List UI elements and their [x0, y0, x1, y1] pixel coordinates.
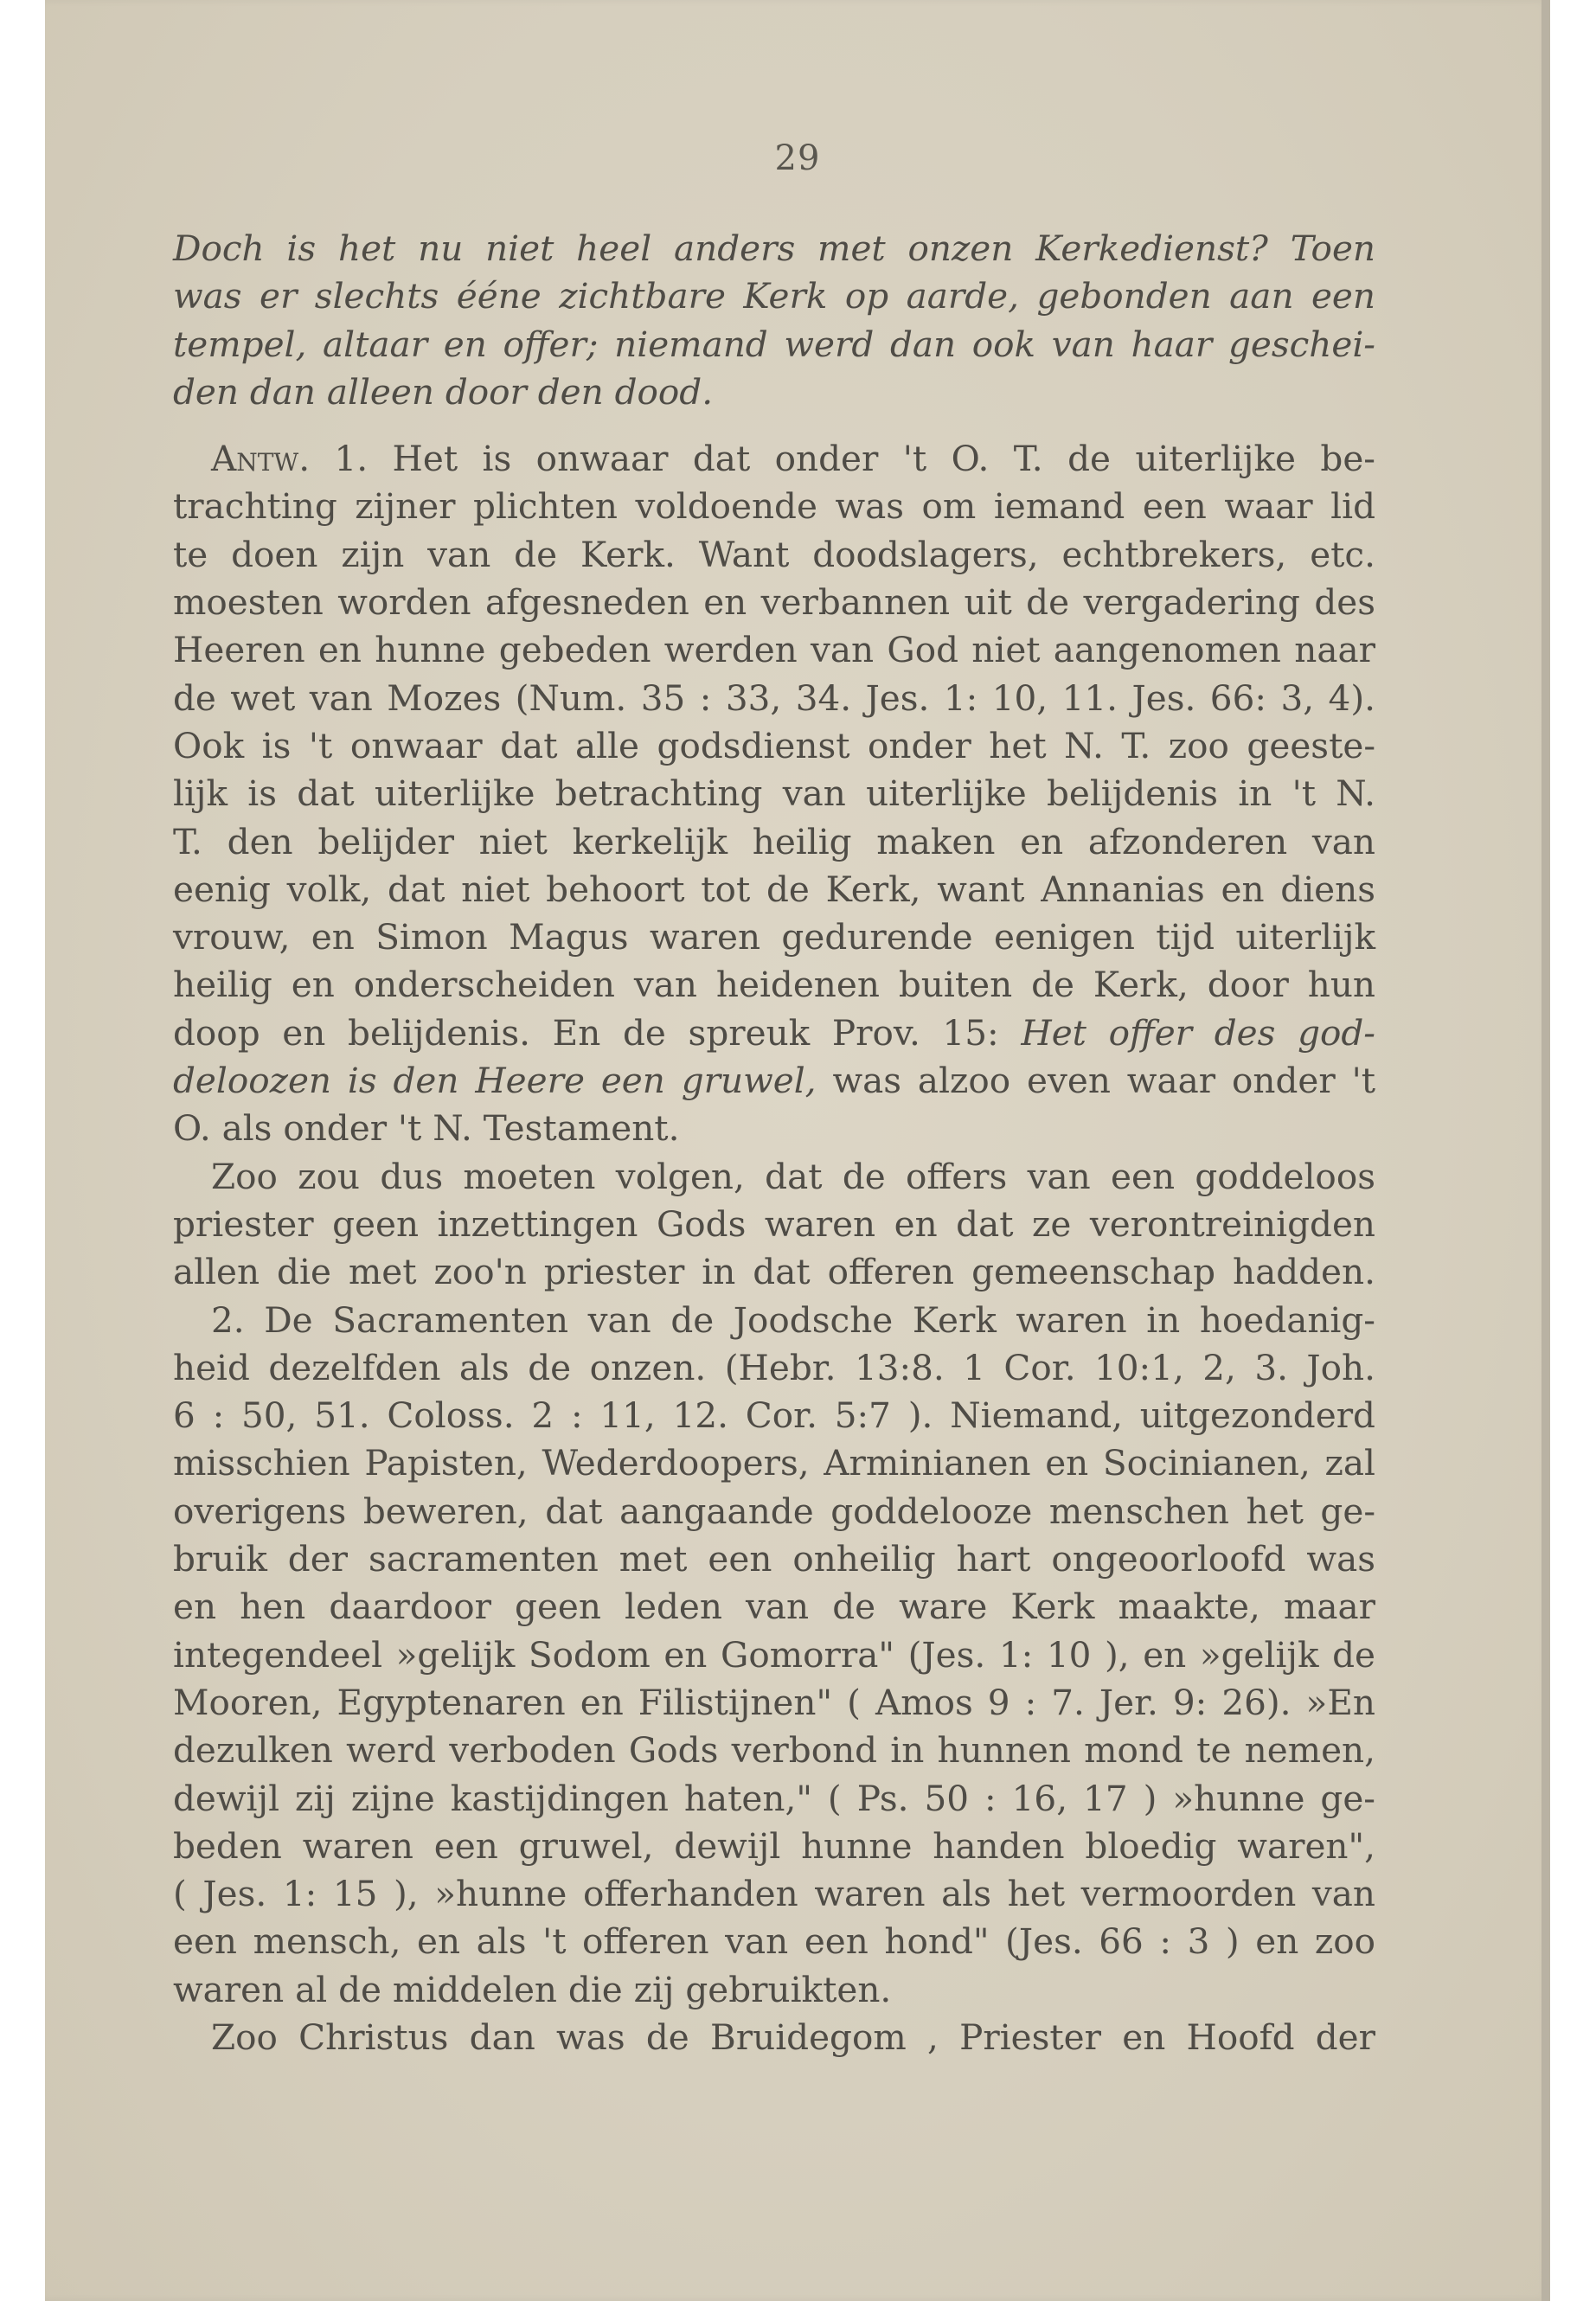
paragraph-2 — [173, 1153, 1375, 1297]
answer-line: trachting zijner plichten voldoende was om iemand een waar lid — [173, 485, 1375, 528]
paragraph-line: dewijl zij zijne kastijdingen haten," ( Ps. 50 : 16, 17 ) »hunne ge- — [173, 1777, 1375, 1819]
question-line: Doch is het nu niet heel anders met onzen Kerkedienst? Toen — [173, 228, 1375, 269]
answer-line — [173, 1009, 1375, 1057]
answer-line: Ook is 't onwaar dat alle godsdienst onder het N. T. zoo geeste- — [173, 724, 1375, 766]
paragraph-line: Zoo zou dus moeten volgen, dat de offers van een goddeloos — [211, 1155, 1375, 1197]
paragraph-line: een mensch, en als 't offeren van een hond" (Jes. 66 : 3 ) en zoo — [173, 1920, 1375, 1963]
answer-line — [173, 1057, 1375, 1105]
answer-line-text: was alzoo even waar onder 't — [832, 1060, 1376, 1102]
answer-line: Heeren en hunne gebeden werden van God niet aangenomen naar — [173, 629, 1375, 671]
paragraph-line: misschien Papisten, Wederdoopers, Arminianen en Socinianen, zal — [173, 1442, 1375, 1484]
paragraph-line: bruik der sacramenten met een onheilig hart ongeoorloofd was — [173, 1538, 1375, 1580]
question-line: tempel, altaar en offer; niemand werd dan ook van haar geschei- — [173, 323, 1375, 365]
answer-line: O. als onder 't N. Testament. — [173, 1107, 680, 1150]
paragraph-line: priester geen inzettingen Gods waren en dat ze verontreinigden — [173, 1202, 1375, 1245]
paragraph-line: integendeel »gelijk Sodom en Gomorra" (Jes. 1: 10 ), en »gelijk de — [173, 1633, 1375, 1676]
answer-line: moesten worden afgesneden en verbannen uit de vergadering des — [173, 581, 1375, 624]
question-line: den dan alleen door den dood. — [173, 370, 714, 413]
answer-first-line-text: 1. Het is onwaar dat onder 't O. T. de uiterlijke be- — [334, 438, 1375, 480]
answer-paragraph — [173, 435, 1375, 1152]
answer-line: te doen zijn van de Kerk. Want doodslagers, echtbrekers, etc. — [173, 533, 1375, 575]
answer-line: vrouw, en Simon Magus waren gedurende eenigen tijd uiterlijk — [173, 916, 1375, 958]
paragraph-line: 2. De Sacramenten van de Joodsche Kerk waren in hoedanig- — [211, 1298, 1375, 1341]
answer-line-text: doop en belijdenis. En de spreuk Prov. 15: — [173, 1011, 999, 1054]
proverb-quote-end: deloozen is den Heere een gruwel, — [173, 1060, 817, 1102]
answer-line: lijk is dat uiterlijke betrachting van uiterlijke belijdenis in 't N. — [173, 772, 1375, 815]
paragraph-line: Mooren, Egyptenaren en Filistijnen" ( Amos 9 : 7. Jer. 9: 26). »En — [173, 1681, 1375, 1723]
answer-line: de wet van Mozes (Num. 35 : 33, 34. Jes. 1: 10, 11. Jes. 66: 3, 4). — [173, 676, 1375, 719]
page-edge — [1542, 0, 1550, 2301]
paragraph-line: 6 : 50, 51. Coloss. 2 : 11, 12. Cor. 5:7 ). Niemand, uitgezonderd — [173, 1394, 1375, 1437]
book-page — [45, 0, 1550, 2301]
page-number: 29 — [774, 138, 821, 178]
question-line: was er slechts ééne zichtbare Kerk op aarde, gebonden aan een — [173, 275, 1375, 317]
paragraph-line: heid dezelfden als de onzen. (Hebr. 13:8. 1 Cor. 10:1, 2, 3. Joh. — [173, 1346, 1375, 1388]
answer-line: eenig volk, dat niet behoort tot de Kerk, want Annanias en diens — [173, 868, 1375, 910]
paragraph-line: allen die met zoo'n priester in dat offeren gemeenschap hadden. — [173, 1251, 1375, 1293]
paragraph-line: waren al de middelen die zij gebruikten. — [173, 1968, 892, 2010]
paragraph-3 — [173, 1297, 1375, 2014]
paragraph-line: ( Jes. 1: 15 ), »hunne offerhanden waren als het vermoorden van — [173, 1873, 1375, 1915]
paragraph-line: overigens beweren, dat aangaande goddelooze menschen het ge- — [173, 1490, 1375, 1532]
page-text — [173, 225, 1375, 2061]
paragraph-line: en hen daardoor geen leden van de ware Kerk maakte, maar — [173, 1586, 1375, 1628]
paragraph-line: beden waren een gruwel, dewijl hunne handen bloedig waren", — [173, 1824, 1375, 1867]
paragraph-4 — [173, 2014, 1375, 2061]
answer-first-line — [173, 435, 1375, 483]
question-paragraph — [173, 225, 1375, 416]
answer-line: heilig en onderscheiden van heidenen buiten de Kerk, door hun — [173, 964, 1375, 1006]
answer-line: T. den belijder niet kerkelijk heilig maken en afzonderen van — [173, 820, 1375, 862]
proverb-quote-start: Het offer des god- — [1021, 1011, 1375, 1054]
answer-label: Antw. — [211, 438, 311, 480]
paragraph-line: dezulken werd verboden Gods verbond in hunnen mond te nemen, — [173, 1729, 1375, 1772]
paragraph-line: Zoo Christus dan was de Bruidegom , Priester en Hoofd der — [211, 2016, 1375, 2058]
